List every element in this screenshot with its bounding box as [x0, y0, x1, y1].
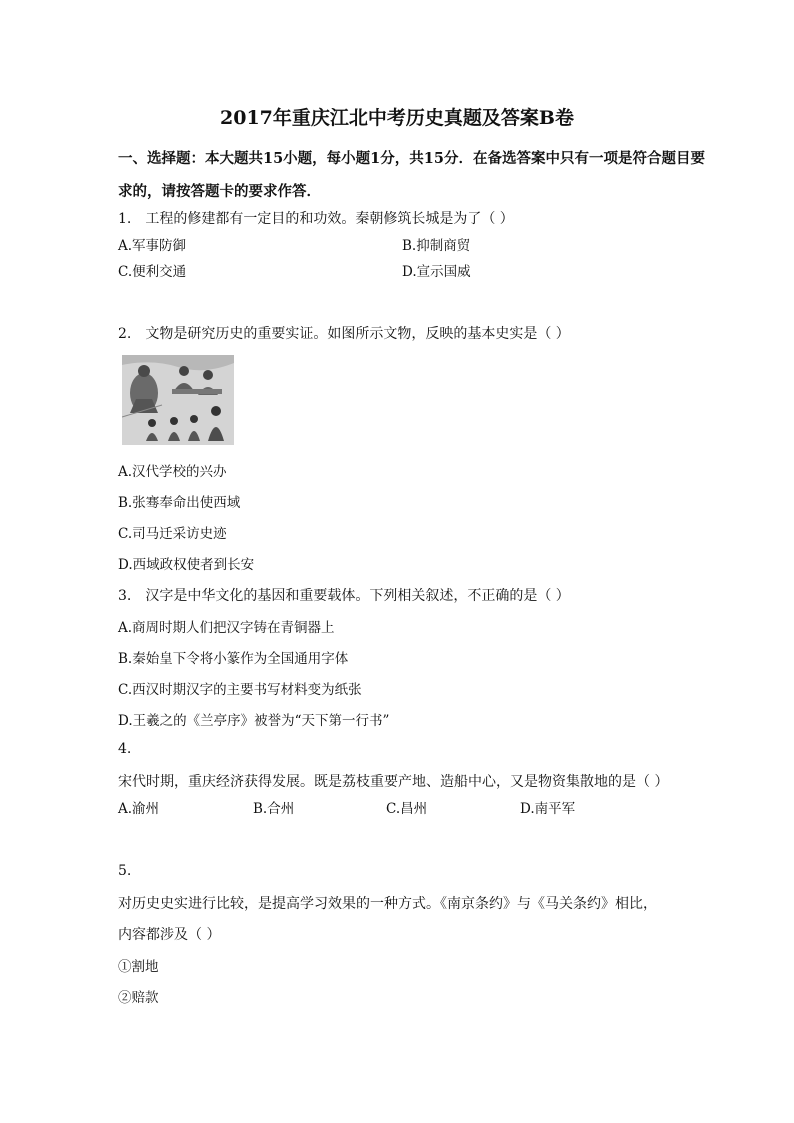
question-3-option-b: B.秦始皇下令将小篆作为全国通用字体: [118, 651, 349, 667]
section-instruction-line-1: 一、选择题：本大题共15小题，每小题1分，共15分．在备选答案中只有一项是符合题目要: [118, 150, 705, 167]
question-3-option-a: A.商周时期人们把汉字铸在青铜器上: [118, 620, 335, 636]
question-5-stem-line-1: 对历史史实进行比较，是提高学习效果的一种方式。《南京条约》与《马关条约》相比，: [118, 896, 657, 912]
document-title: 2017年重庆江北中考历史真题及答案B卷: [220, 107, 574, 129]
question-1-stem: 1. 工程的修建都有一定目的和功效。秦朝修筑长城是为了（ ）: [118, 211, 514, 227]
question-1-option-b: B.抑制商贸: [402, 238, 471, 254]
question-2-stem: 2. 文物是研究历史的重要实证。如图所示文物，反映的基本史实是（ ）: [118, 326, 570, 342]
question-1-option-a: A.军事防御: [118, 238, 187, 254]
question-3-stem: 3. 汉字是中华文化的基因和重要载体。下列相关叙述，不正确的是（ ）: [118, 588, 570, 604]
question-5-item-1: ①割地: [118, 959, 159, 975]
question-2-option-a: A.汉代学校的兴办: [118, 464, 227, 480]
question-2-option-b: B.张骞奉命出使西域: [118, 495, 241, 511]
question-5-stem-line-2: 内容都涉及（ ）: [118, 927, 221, 943]
question-4-option-d: D.南平军: [520, 801, 576, 817]
question-4-option-b: B.合州: [253, 801, 295, 817]
question-4-option-c: C.昌州: [386, 801, 428, 817]
question-4-number: 4.: [118, 741, 132, 757]
question-2-option-d: D.西域政权使者到长安: [118, 557, 255, 573]
question-3-option-d: D.王羲之的《兰亭序》被誉为“天下第一行书”: [118, 713, 390, 729]
question-5-number: 5.: [118, 863, 132, 879]
question-1-option-d: D.宣示国威: [402, 264, 471, 280]
question-1-option-c: C.便利交通: [118, 264, 187, 280]
question-4-option-a: A.渝州: [118, 801, 160, 817]
relic-mural-image: [122, 355, 234, 445]
question-3-option-c: C.西汉时期汉字的主要书写材料变为纸张: [118, 682, 362, 698]
question-2-option-c: C.司马迁采访史迹: [118, 526, 227, 542]
question-5-item-2: ②赔款: [118, 990, 159, 1006]
question-4-stem: 宋代时期，重庆经济获得发展。既是荔枝重要产地、造船中心，又是物资集散地的是（ ）: [118, 774, 669, 790]
section-instruction-line-2: 求的，请按答题卡的要求作答．: [118, 183, 321, 200]
